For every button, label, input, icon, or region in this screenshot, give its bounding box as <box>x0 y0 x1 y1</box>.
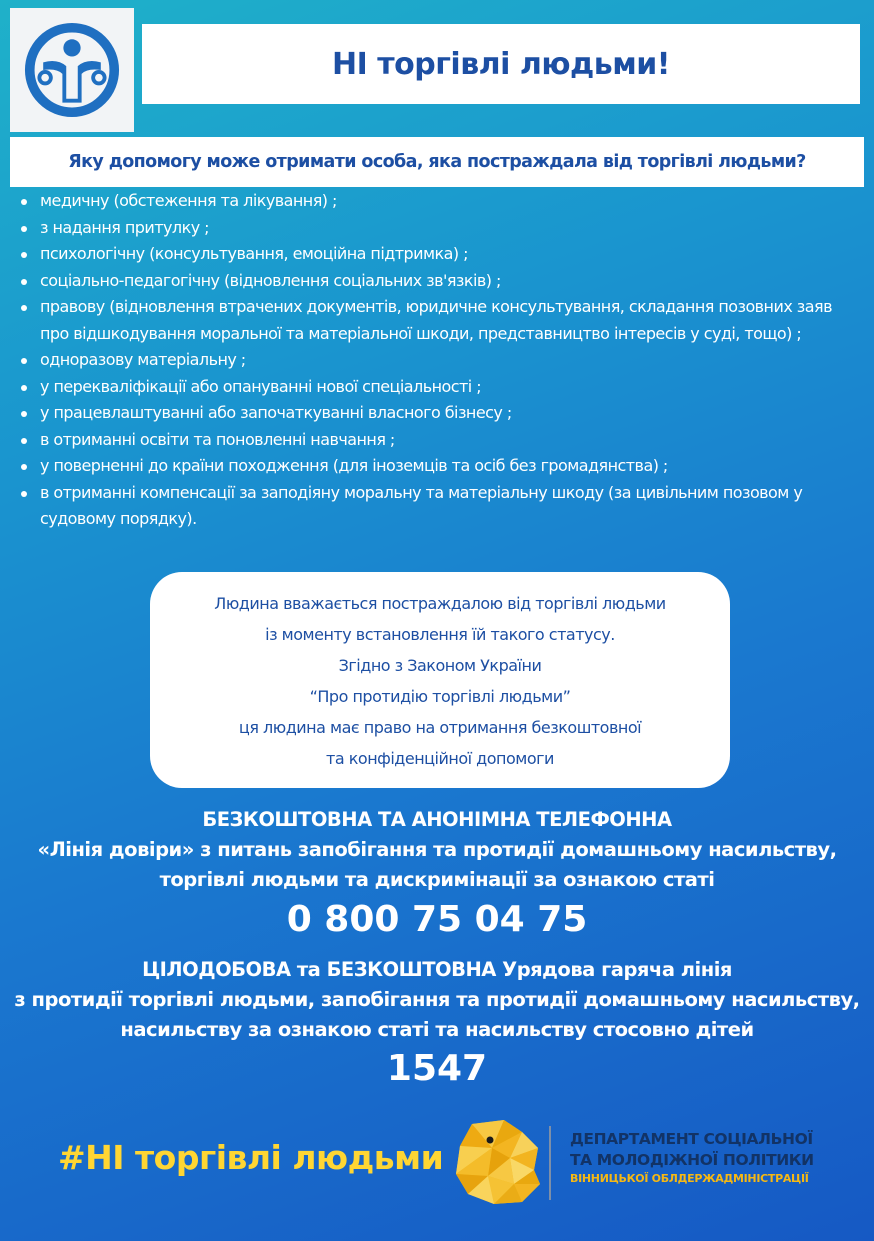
dept-subtitle: ВІННИЦЬКОЇ ОБЛДЕРЖАДМІНІСТРАЦІЇ <box>570 1172 809 1185</box>
legal-status-box <box>150 572 730 788</box>
gov-hotline-phone[interactable]: 1547 <box>386 1048 488 1089</box>
gov-hotline-heading: ЦІЛОДОБОВА та БЕЗКОШТОВНА Урядова гаряча лінія <box>142 958 732 981</box>
info-line: Згідно з Законом України <box>338 656 542 675</box>
dept-line: ТА МОЛОДІЖНОЇ ПОЛІТИКИ <box>570 1151 814 1169</box>
vinnytsia-region-map-icon <box>452 1118 542 1206</box>
gov-hotline-description: з протидії торгівлі людьми, запобігання та протидії домашньому насильству, <box>14 988 860 1011</box>
divider <box>549 1126 551 1200</box>
list-item: в отриманні освіти та поновленні навчання ; <box>18 427 863 454</box>
trust-line-heading: БЕЗКОШТОВНА ТА АНОНІМНА ТЕЛЕФОННА <box>202 808 672 831</box>
trust-line-description: торгівлі людьми та дискримінації за ознакою статі <box>159 868 715 891</box>
hashtag: #НІ торгівлі людьми <box>58 1138 444 1177</box>
list-item: одноразову матеріальну ; <box>18 347 863 374</box>
list-item: психологічну (консультування, емоційна підтримка) ; <box>18 241 863 268</box>
list-item: у поверненні до країни походження (для іноземців та осіб без громадянства) ; <box>18 453 863 480</box>
info-line: та конфіденційної допомоги <box>326 749 554 768</box>
info-line: Людина вважається постраждалою від торгівлі людьми <box>214 594 666 613</box>
list-item: соціально-педагогічну (відновлення соціальних зв'язків) ; <box>18 268 863 295</box>
info-line: ця людина має право на отримання безкоштовної <box>238 718 642 737</box>
info-line: “Про протидію торгівлі людьми” <box>309 687 571 706</box>
dept-line: ДЕПАРТАМЕНТ СОЦІАЛЬНОЇ <box>570 1130 813 1148</box>
gov-hotline-section <box>0 955 874 1091</box>
department-name <box>570 1129 860 1186</box>
list-item: медичну (обстеження та лікування) ; <box>18 188 863 215</box>
trust-line-phone[interactable]: 0 800 75 04 75 <box>286 899 588 940</box>
list-item: у працевлаштуванні або започаткуванні власного бізнесу ; <box>18 400 863 427</box>
help-list <box>18 188 863 533</box>
stop-trafficking-person-icon <box>24 22 120 118</box>
list-item: у перекваліфікації або опануванні нової спеціальності ; <box>18 374 863 401</box>
gov-hotline-description: насильству за ознакою статі та насильству стосовно дітей <box>120 1018 754 1041</box>
stop-trafficking-logo <box>10 8 134 132</box>
list-item: в отриманні компенсації за заподіяну моральну та матеріальну шкоду (за цивільним позовом у судовому порядку). <box>18 480 863 533</box>
trust-line-description: «Лінія довіри» з питань запобігання та протидії домашньому насильству, <box>37 838 837 861</box>
title-banner <box>142 24 860 104</box>
list-item: правову (відновлення втрачених документів, юридичне консультування, складання позовних заяв про відшкодування моральної та матеріальної шкоди, представництво інтересів у суді, тощо) ; <box>18 294 863 347</box>
page-subtitle: Яку допомогу може отримати особа, яка постраждала від торгівлі людьми? <box>68 152 806 172</box>
list-item: з надання притулку ; <box>18 215 863 242</box>
trust-line-section <box>0 805 874 942</box>
info-line: із моменту встановлення їй такого статусу. <box>265 625 615 644</box>
subtitle-banner <box>10 137 864 187</box>
page-title: НІ торгівлі людьми! <box>332 46 670 82</box>
